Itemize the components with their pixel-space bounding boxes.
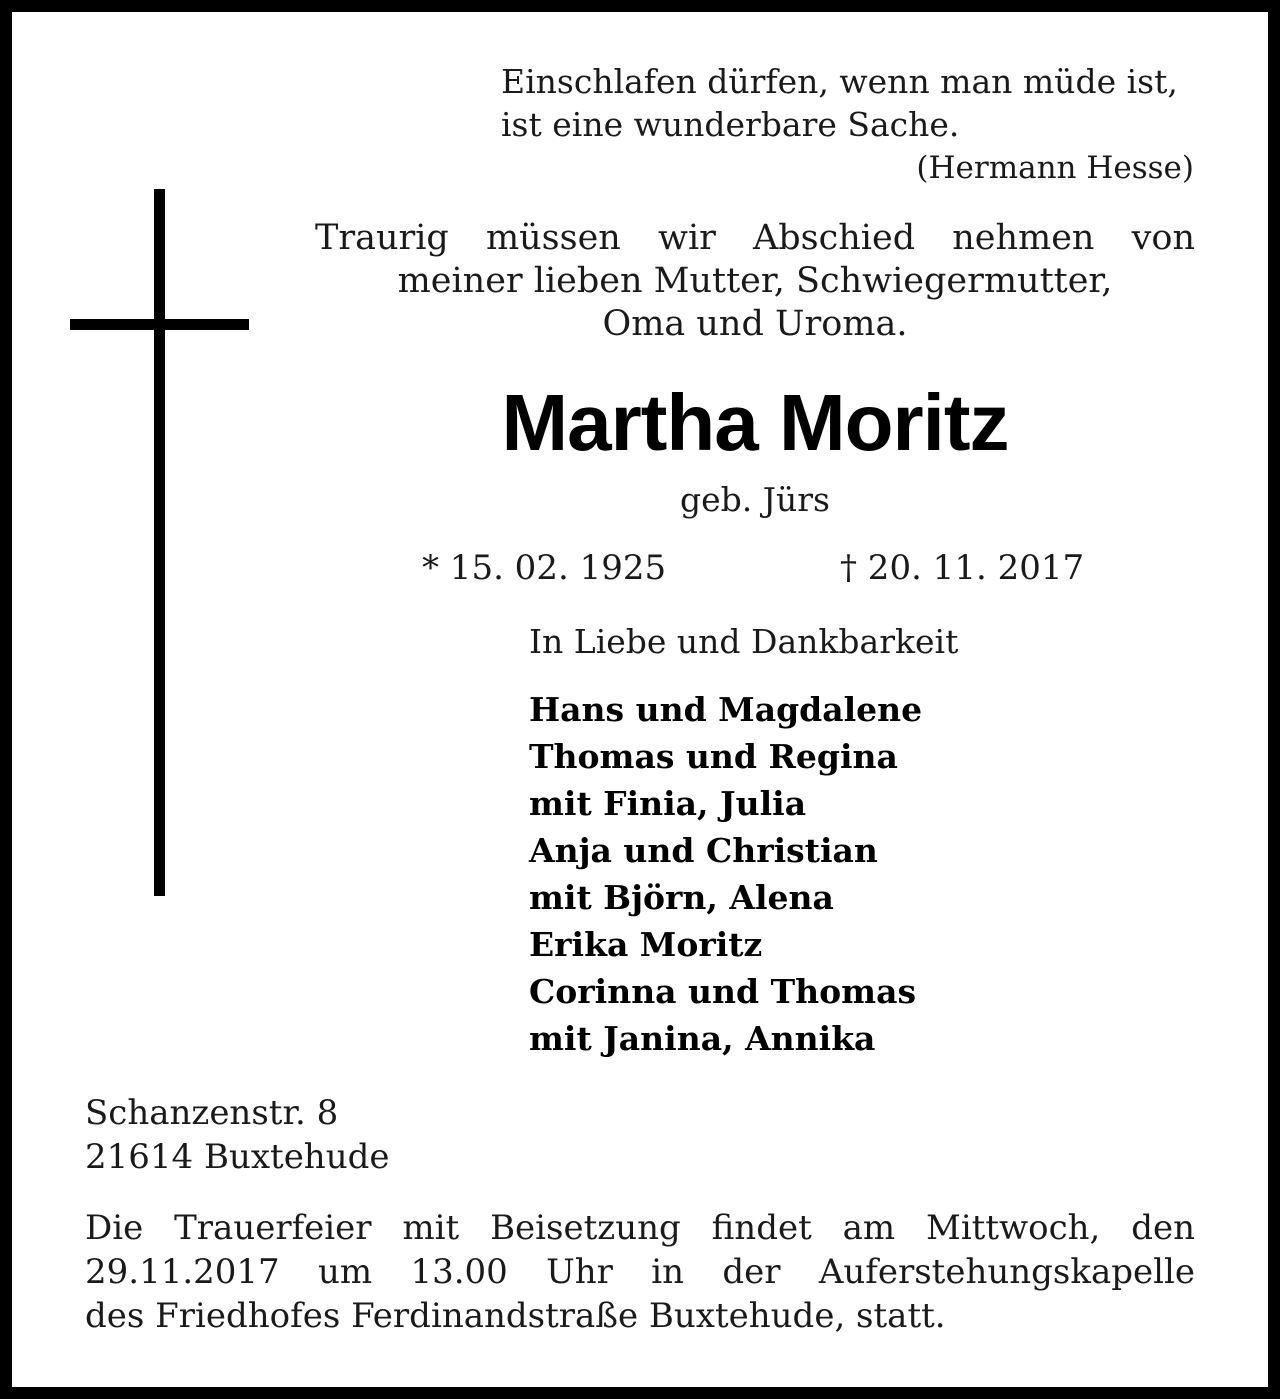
mourner-line: mit Björn, Alena <box>529 878 834 917</box>
announcement-line-3: Oma und Uroma. <box>602 304 908 344</box>
mourner-line: Thomas und Regina <box>529 737 898 776</box>
mourner-line: Hans und Magdalene <box>529 690 923 729</box>
funeral-notice-line-3: des Friedhofes Ferdinandstraße Buxtehude, statt. <box>85 1296 946 1336</box>
mourner-line: mit Janina, Annika <box>529 1019 876 1058</box>
announcement-line-1: Traurig müssen wir Abschied nehmen von <box>315 218 1195 258</box>
maiden-name: geb. Jürs <box>680 480 830 519</box>
mourner-line: Anja und Christian <box>529 831 878 870</box>
death-date: † 20. 11. 2017 <box>840 548 1085 588</box>
quote-line-1: Einschlafen dürfen, wenn man müde ist, <box>501 62 1178 101</box>
cross-icon <box>154 189 165 896</box>
mourners-list <box>529 686 922 1062</box>
closing-line: In Liebe und Dankbarkeit <box>529 622 959 661</box>
mourner-line: mit Finia, Julia <box>529 784 807 823</box>
mourner-line: Erika Moritz <box>529 925 763 964</box>
address-street: Schanzenstr. 8 <box>85 1093 339 1133</box>
birth-date: * 15. 02. 1925 <box>422 548 667 588</box>
funeral-notice-line-2: 29.11.2017 um 13.00 Uhr in der Auferstehungskapelle <box>85 1252 1195 1292</box>
funeral-notice-line-1: Die Trauerfeier mit Beisetzung findet am Mittwoch, den <box>85 1208 1195 1248</box>
mourner-line: Corinna und Thomas <box>529 972 917 1011</box>
quote-author: (Hermann Hesse) <box>916 150 1194 186</box>
quote-line-2: ist eine wunderbare Sache. <box>501 105 960 144</box>
announcement-line-2: meiner lieben Mutter, Schwiegermutter, <box>397 261 1113 301</box>
cross-icon-bar <box>70 319 249 330</box>
deceased-name: Martha Moritz <box>501 378 1009 467</box>
address-city: 21614 Buxtehude <box>85 1137 390 1177</box>
